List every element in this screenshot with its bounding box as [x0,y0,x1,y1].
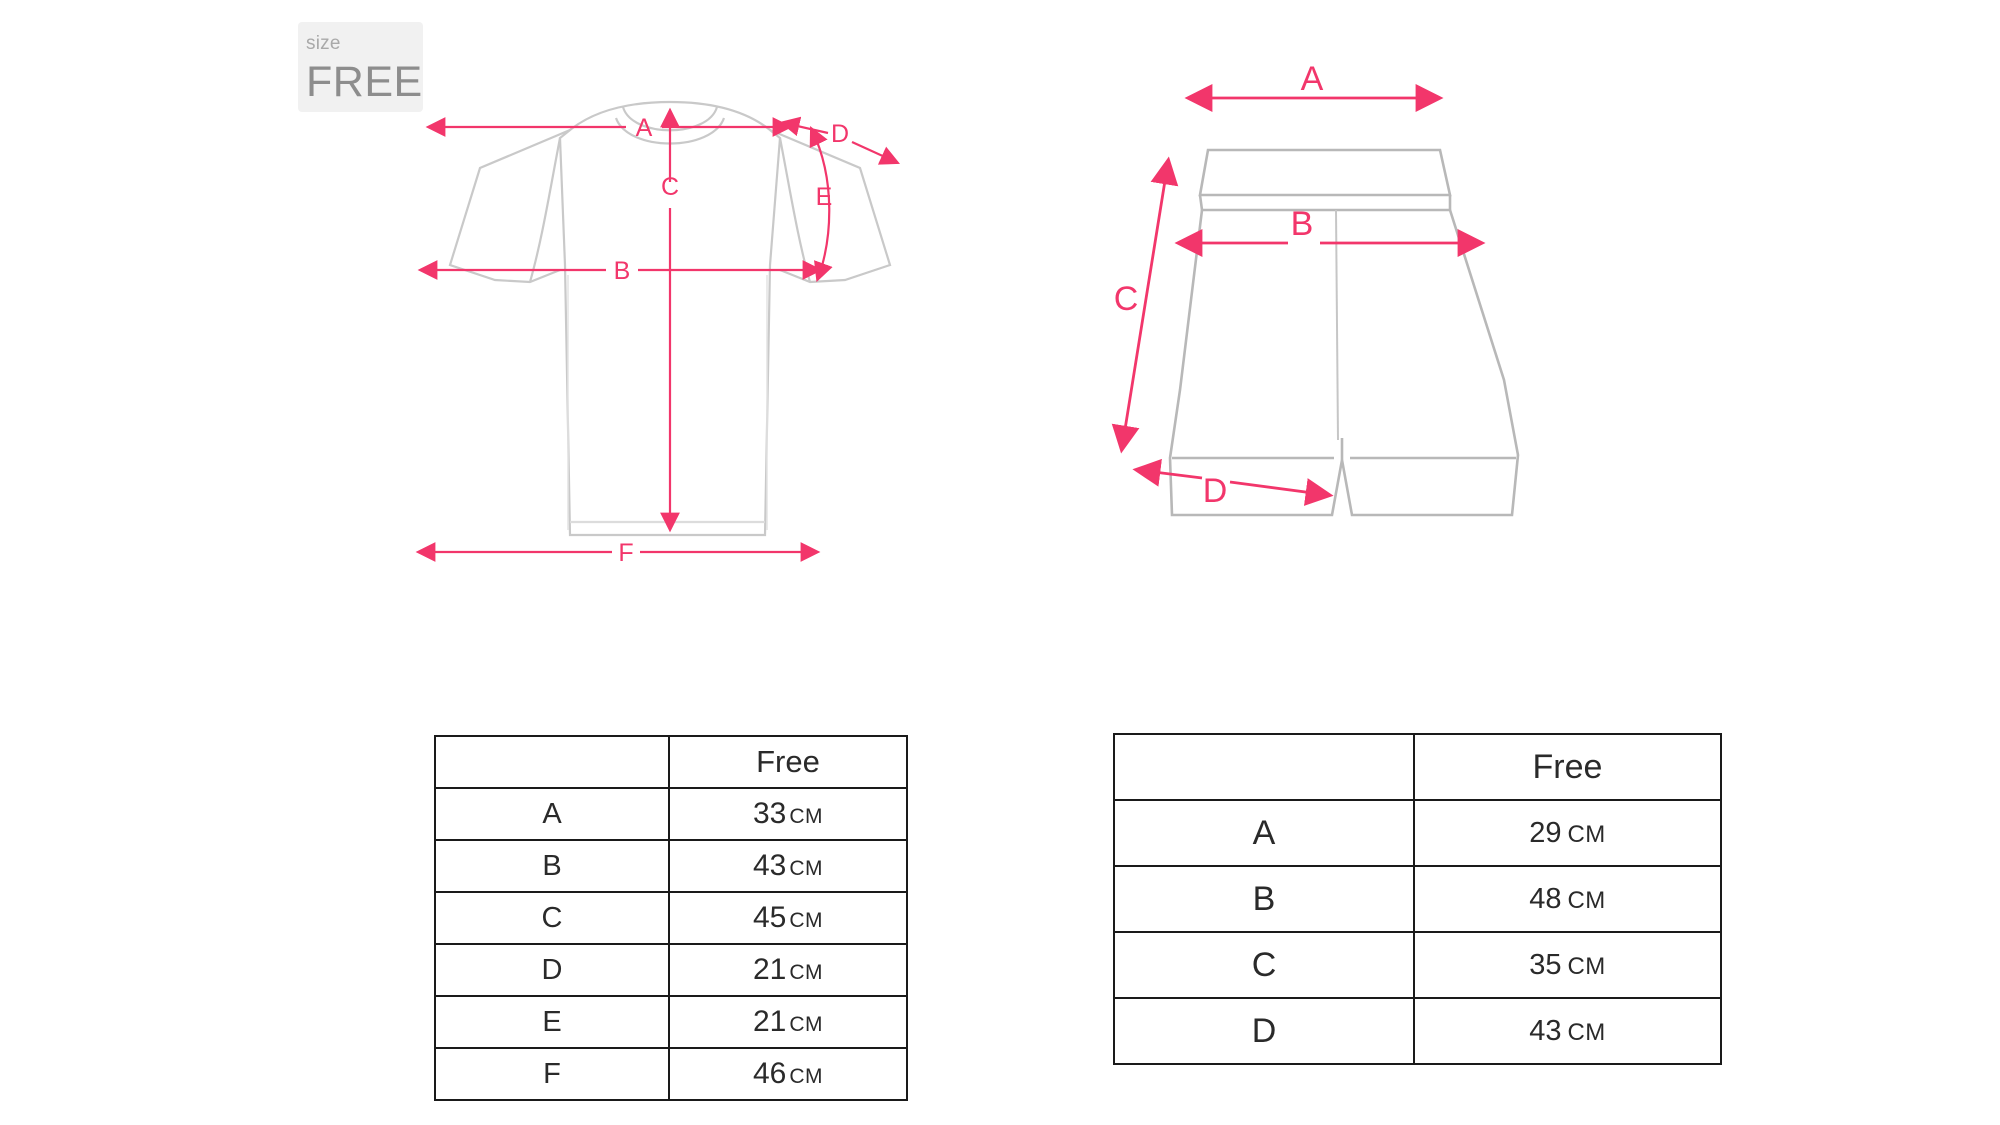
tshirt-marker-F: F [618,539,634,567]
shorts-row-unit-d: CM [1567,1018,1606,1046]
shorts-marker-C: C [1113,280,1139,318]
table-header-row [1114,734,1721,800]
shorts-row-unit-c: CM [1567,952,1606,980]
shorts-marker-A: A [1300,60,1324,98]
shorts-row-num-d: 43 [1529,1014,1562,1047]
tshirt-row-val-d [669,944,907,996]
tshirt-row-num-a: 33 [752,797,787,830]
shorts-marker-D: D [1202,472,1228,510]
tshirt-row-val-f [669,1048,907,1100]
tshirt-row-unit-f: CM [789,1065,824,1088]
tshirt-row-key-a: A [435,788,669,840]
size-badge-value: FREE [306,58,423,106]
shorts-row-val-a [1414,800,1721,866]
table-row [1114,800,1721,866]
table-row [1114,998,1721,1064]
shorts-row-key-d: D [1114,998,1414,1064]
shorts-row-key-c: C [1114,932,1414,998]
tshirt-marker-C: C [660,173,680,201]
tshirt-marker-B: B [613,257,631,285]
tshirt-row-key-b: B [435,840,669,892]
tshirt-row-key-c: C [435,892,669,944]
tshirt-row-key-f: F [435,1048,669,1100]
size-badge-label: size [306,33,341,54]
table-row [435,944,907,996]
shorts-row-val-d [1414,998,1721,1064]
tshirt-size-table [434,735,908,1101]
tshirt-row-unit-c: CM [789,909,824,932]
shorts-outline [1170,150,1518,515]
table-row [1114,932,1721,998]
tshirt-row-val-c [669,892,907,944]
shorts-diagram [1080,60,1700,620]
tshirt-header-key [435,736,669,788]
shorts-header-size: Free [1414,734,1721,800]
table-row [435,788,907,840]
shorts-marker-B: B [1290,205,1314,243]
tshirt-row-num-b: 43 [752,849,787,882]
table-row [435,840,907,892]
tshirt-marker-D: D [830,120,850,148]
shorts-row-val-b [1414,866,1721,932]
tshirt-marker-A: A [635,114,653,142]
table-row [435,892,907,944]
tshirt-row-val-a [669,788,907,840]
tshirt-row-unit-b: CM [789,857,824,880]
tshirt-row-num-c: 45 [752,901,787,934]
shorts-row-val-c [1414,932,1721,998]
shorts-row-key-a: A [1114,800,1414,866]
tshirt-row-unit-a: CM [789,805,824,828]
tshirt-row-key-e: E [435,996,669,1048]
tshirt-row-unit-e: CM [789,1013,824,1036]
shorts-row-num-b: 48 [1529,882,1562,915]
tshirt-row-val-e [669,996,907,1048]
shorts-row-unit-a: CM [1567,820,1606,848]
tshirt-diagram [380,90,960,710]
table-row [435,1048,907,1100]
tshirt-row-key-d: D [435,944,669,996]
tshirt-row-val-b [669,840,907,892]
shorts-row-key-b: B [1114,866,1414,932]
shorts-header-key [1114,734,1414,800]
tshirt-header-size: Free [669,736,907,788]
table-row [1114,866,1721,932]
tshirt-row-num-d: 21 [752,953,787,986]
shorts-row-num-a: 29 [1529,816,1562,849]
tshirt-row-unit-d: CM [789,961,824,984]
tshirt-marker-E: E [815,183,833,211]
shorts-row-unit-b: CM [1567,886,1606,914]
tshirt-row-num-f: 46 [752,1057,787,1090]
shorts-row-num-c: 35 [1529,948,1562,981]
tshirt-row-num-e: 21 [752,1005,787,1038]
shorts-size-table [1113,733,1722,1065]
table-row [435,996,907,1048]
table-header-row [435,736,907,788]
